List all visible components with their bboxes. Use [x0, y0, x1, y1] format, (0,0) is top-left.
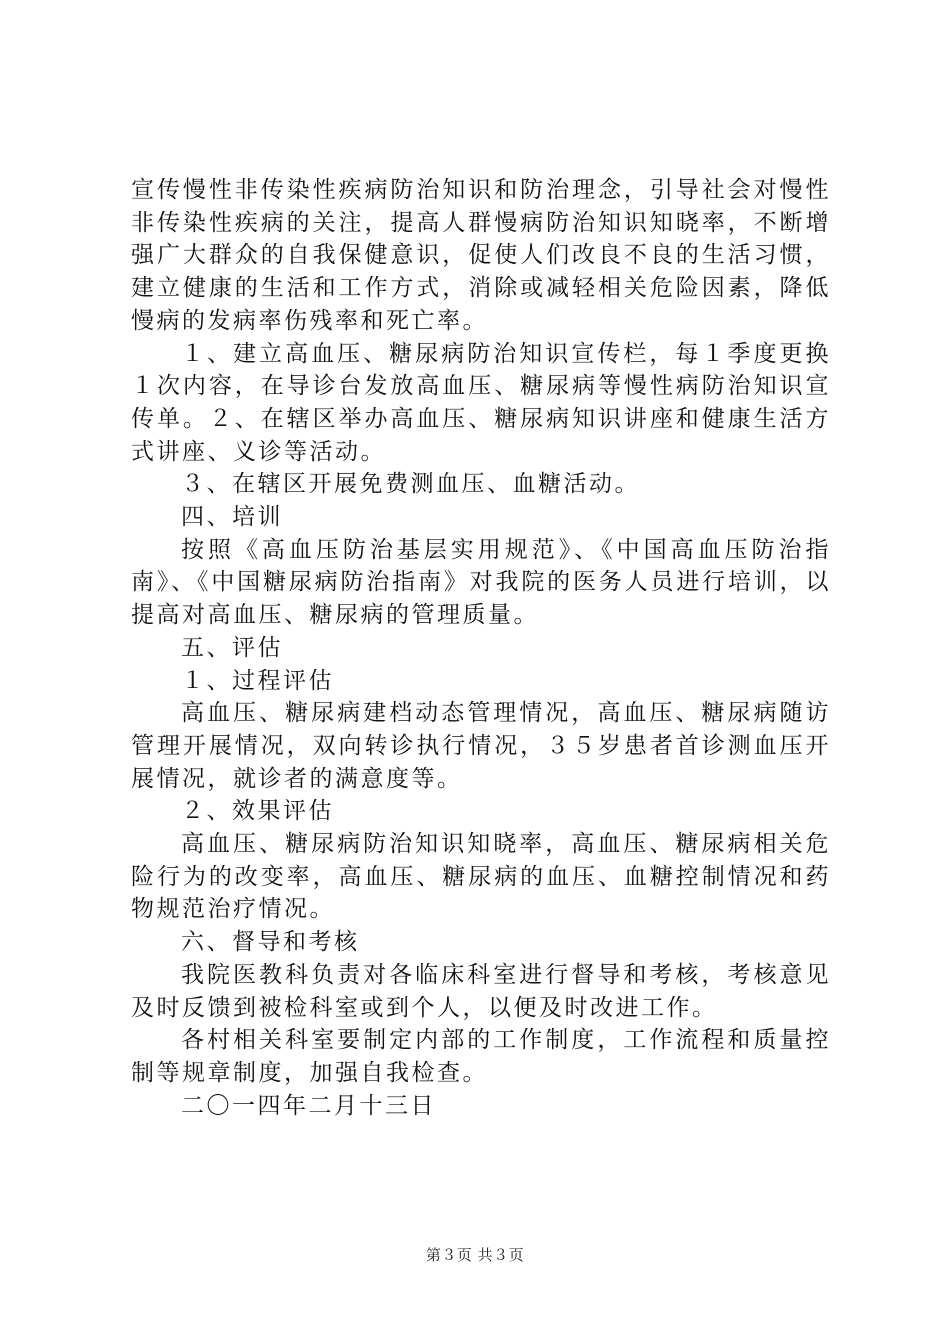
paragraph-1: 宣传慢性非传染性疾病防治知识和防治理念，引导社会对慢性非传染性疾病的关注，提高人群慢病防治知识知晓率，不断增强广大群众的自我保健意识，促使人们改良不良的生活习惯，建立健康的生活和工作方式，消除或减轻相关危险因素，降低慢病的发病率伤残率和死亡率。: [131, 177, 831, 334]
document-date: 二〇一四年二月十三日: [181, 1092, 436, 1119]
subheading-process-evaluation: １、过程评估: [181, 667, 334, 694]
section-heading-evaluation: 五、评估: [181, 634, 283, 661]
paragraph-3: ３、在辖区开展免费测血压、血糖活动。: [181, 471, 640, 498]
paragraph-rules: 各村相关科室要制定内部的工作制度，工作流程和质量控制等规章制度，加强自我检查。: [131, 1027, 831, 1086]
paragraph-process-evaluation: 高血压、糖尿病建档动态管理情况，高血压、糖尿病随访管理开展情况，双向转诊执行情况，３５岁患者首诊测血压开展情况，就诊者的满意度等。: [131, 700, 831, 792]
page-number-footer: 第３页 共３页: [425, 1246, 525, 1264]
section-heading-training: 四、培训: [181, 504, 283, 531]
paragraph-effect-evaluation: 高血压、糖尿病防治知识知晓率，高血压、糖尿病相关危险行为的改变率，高血压、糖尿病的血压、血糖控制情况和药物规范治疗情况。: [131, 831, 831, 923]
paragraph-training: 按照《高血压防治基层实用规范》、《中国高血压防治指南》、《中国糖尿病防治指南》对我院的医务人员进行培训，以提高对高血压、糖尿病的管理质量。: [131, 536, 831, 629]
section-heading-supervision: 六、督导和考核: [181, 929, 360, 956]
subheading-effect-evaluation: ２、效果评估: [181, 798, 334, 825]
paragraph-supervision: 我院医教科负责对各临床科室进行督导和考核，考核意见及时反馈到被检科室或到个人，以便及时改进工作。: [131, 961, 831, 1021]
paragraph-2: １、建立高血压、糖尿病防治知识宣传栏，每１季度更换１次内容，在导诊台发放高血压、糖尿病等慢性病防治知识宣传单。２、在辖区举办高血压、糖尿病知识讲座和健康生活方式讲座、义诊等活动。: [131, 340, 831, 465]
document-body: [131, 174, 831, 1122]
